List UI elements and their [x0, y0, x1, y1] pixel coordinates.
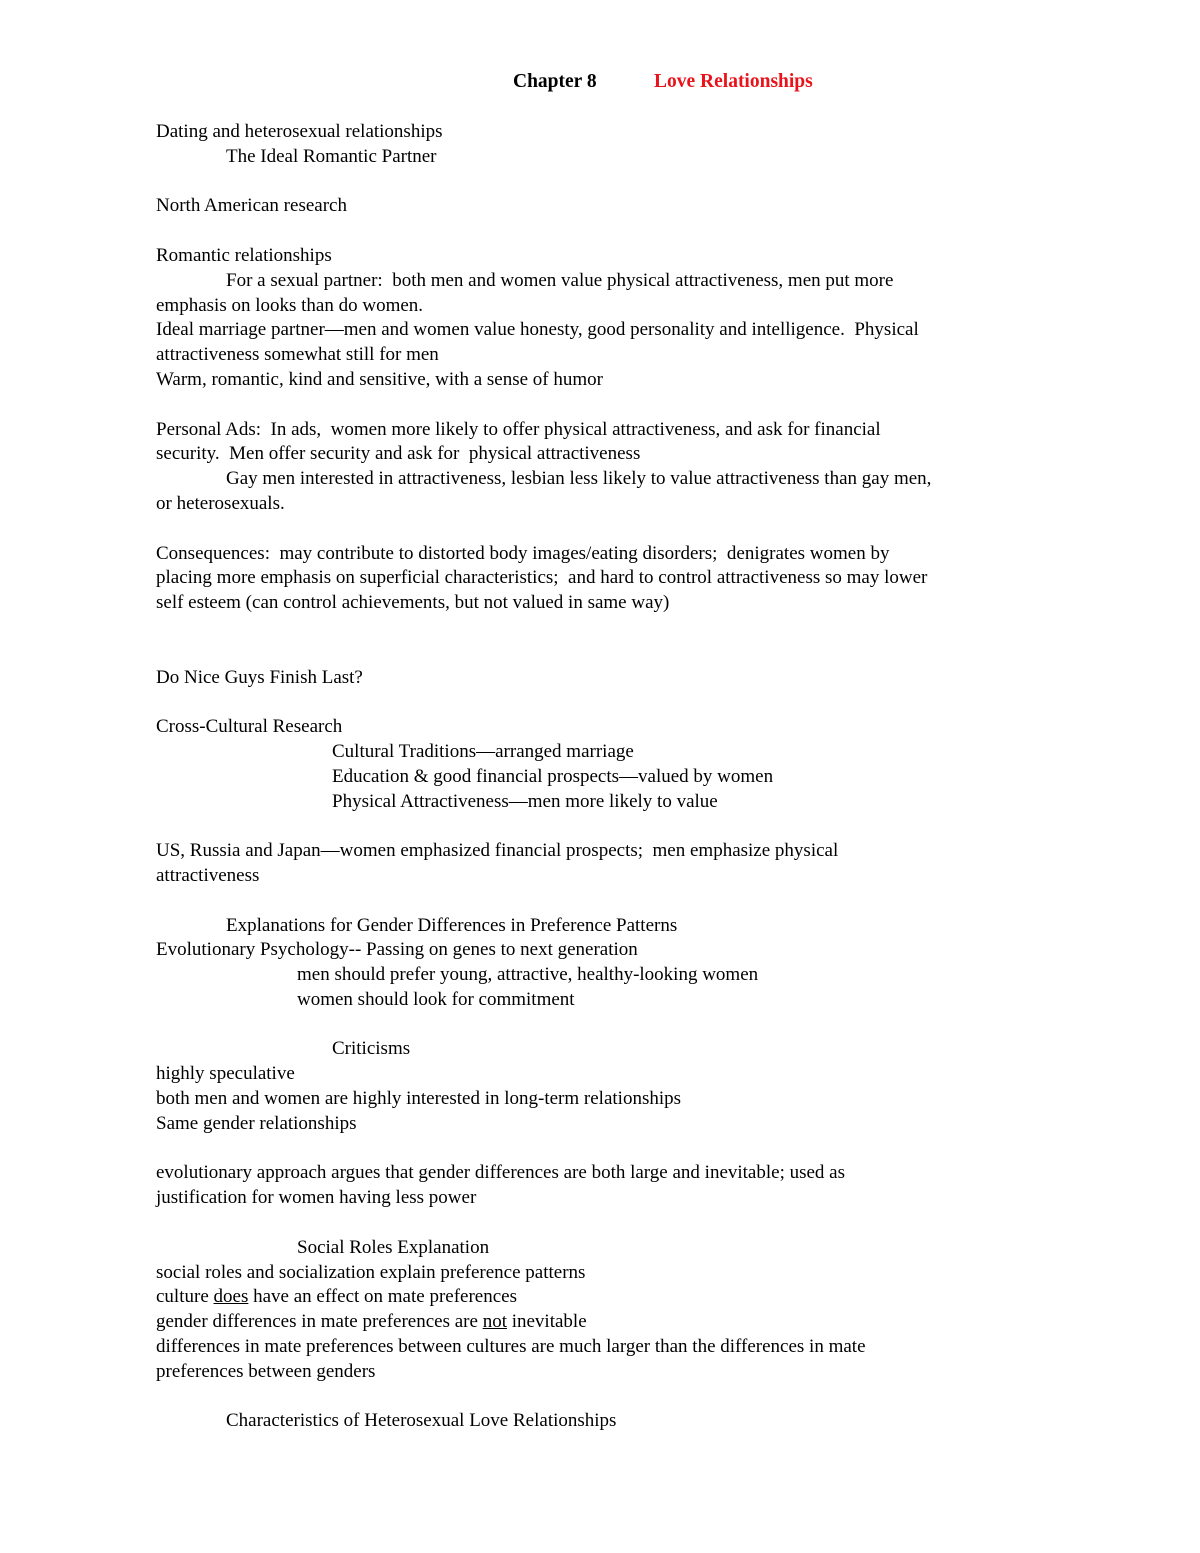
text-line: Cultural Traditions—arranged marriage [332, 740, 634, 762]
underlined-word: does [213, 1286, 249, 1308]
text-line: North American research [156, 195, 347, 217]
text-line: Dating and heterosexual relationships [156, 121, 443, 142]
text-line: Personal Ads: In ads, women more likely to offer physical attractiveness, and ask for financial [156, 418, 881, 440]
text-line: social roles and socialization explain preference patterns [156, 1261, 586, 1283]
text-line: Gay men interested in attractiveness, lesbian less likely to value attractiveness than gay men, [226, 468, 932, 490]
text-line: Romantic relationships [156, 244, 332, 266]
text-line: Characteristics of Heterosexual Love Relationships [226, 1410, 617, 1432]
text-line: Consequences: may contribute to distorted body images/eating disorders; denigrates women by [156, 542, 890, 564]
text-line: evolutionary approach argues that gender differences are both large and inevitable; used as [156, 1162, 846, 1184]
text-line: Evolutionary Psychology-- Passing on genes to next generation [156, 939, 638, 961]
text-line: The Ideal Romantic Partner [226, 145, 437, 167]
text-line: Warm, romantic, kind and sensitive, with a sense of humor [156, 368, 603, 390]
text-line: Social Roles Explanation [297, 1236, 490, 1258]
text-line: Physical Attractiveness—men more likely to value [332, 790, 718, 812]
chapter-title: Love Relationships [654, 71, 813, 92]
text-line: security. Men offer security and ask for physical attractiveness [156, 443, 641, 465]
text-line: self esteem (can control achievements, but not valued in same way) [156, 592, 670, 614]
document-body [156, 120, 1046, 1434]
text-line: Do Nice Guys Finish Last? [156, 666, 363, 688]
text-line: attractiveness somewhat still for men [156, 344, 439, 366]
text-line: attractiveness [156, 864, 260, 886]
text-line: Explanations for Gender Differences in Preference Patterns [226, 914, 678, 936]
text-line: emphasis on looks than do women. [156, 294, 424, 316]
text-line: Cross-Cultural Research [156, 716, 343, 738]
text-line: justification for women having less power [156, 1187, 477, 1209]
text-line: placing more emphasis on superficial characteristics; and hard to control attractiveness so may lower [156, 567, 928, 589]
text-line: gender differences in mate preferences are not inevitable [156, 1311, 587, 1333]
text-line: preferences between genders [156, 1360, 376, 1382]
text-line: differences in mate preferences between cultures are much larger than the differences in mate [156, 1336, 866, 1358]
underlined-word: not [482, 1311, 507, 1333]
text-line: both men and women are highly interested in long-term relationships [156, 1088, 682, 1110]
text-line: US, Russia and Japan—women emphasized financial prospects; men emphasize physical [156, 840, 839, 862]
text-line: Same gender relationships [156, 1112, 357, 1134]
text-line: men should prefer young, attractive, healthy-looking women [297, 964, 759, 986]
text-line: highly speculative [156, 1063, 295, 1085]
text-line: culture does have an effect on mate preferences [156, 1286, 517, 1308]
text-line: or heterosexuals. [156, 492, 285, 514]
text-line: women should look for commitment [297, 988, 575, 1010]
text-line: Ideal marriage partner—men and women value honesty, good personality and intelligence. Physical [156, 319, 919, 341]
text-line: For a sexual partner: both men and women value physical attractiveness, men put more [226, 269, 894, 291]
text-line: Criticisms [332, 1038, 411, 1060]
text-line: Education & good financial prospects—valued by women [332, 765, 774, 787]
chapter-number: Chapter 8 [513, 71, 597, 92]
